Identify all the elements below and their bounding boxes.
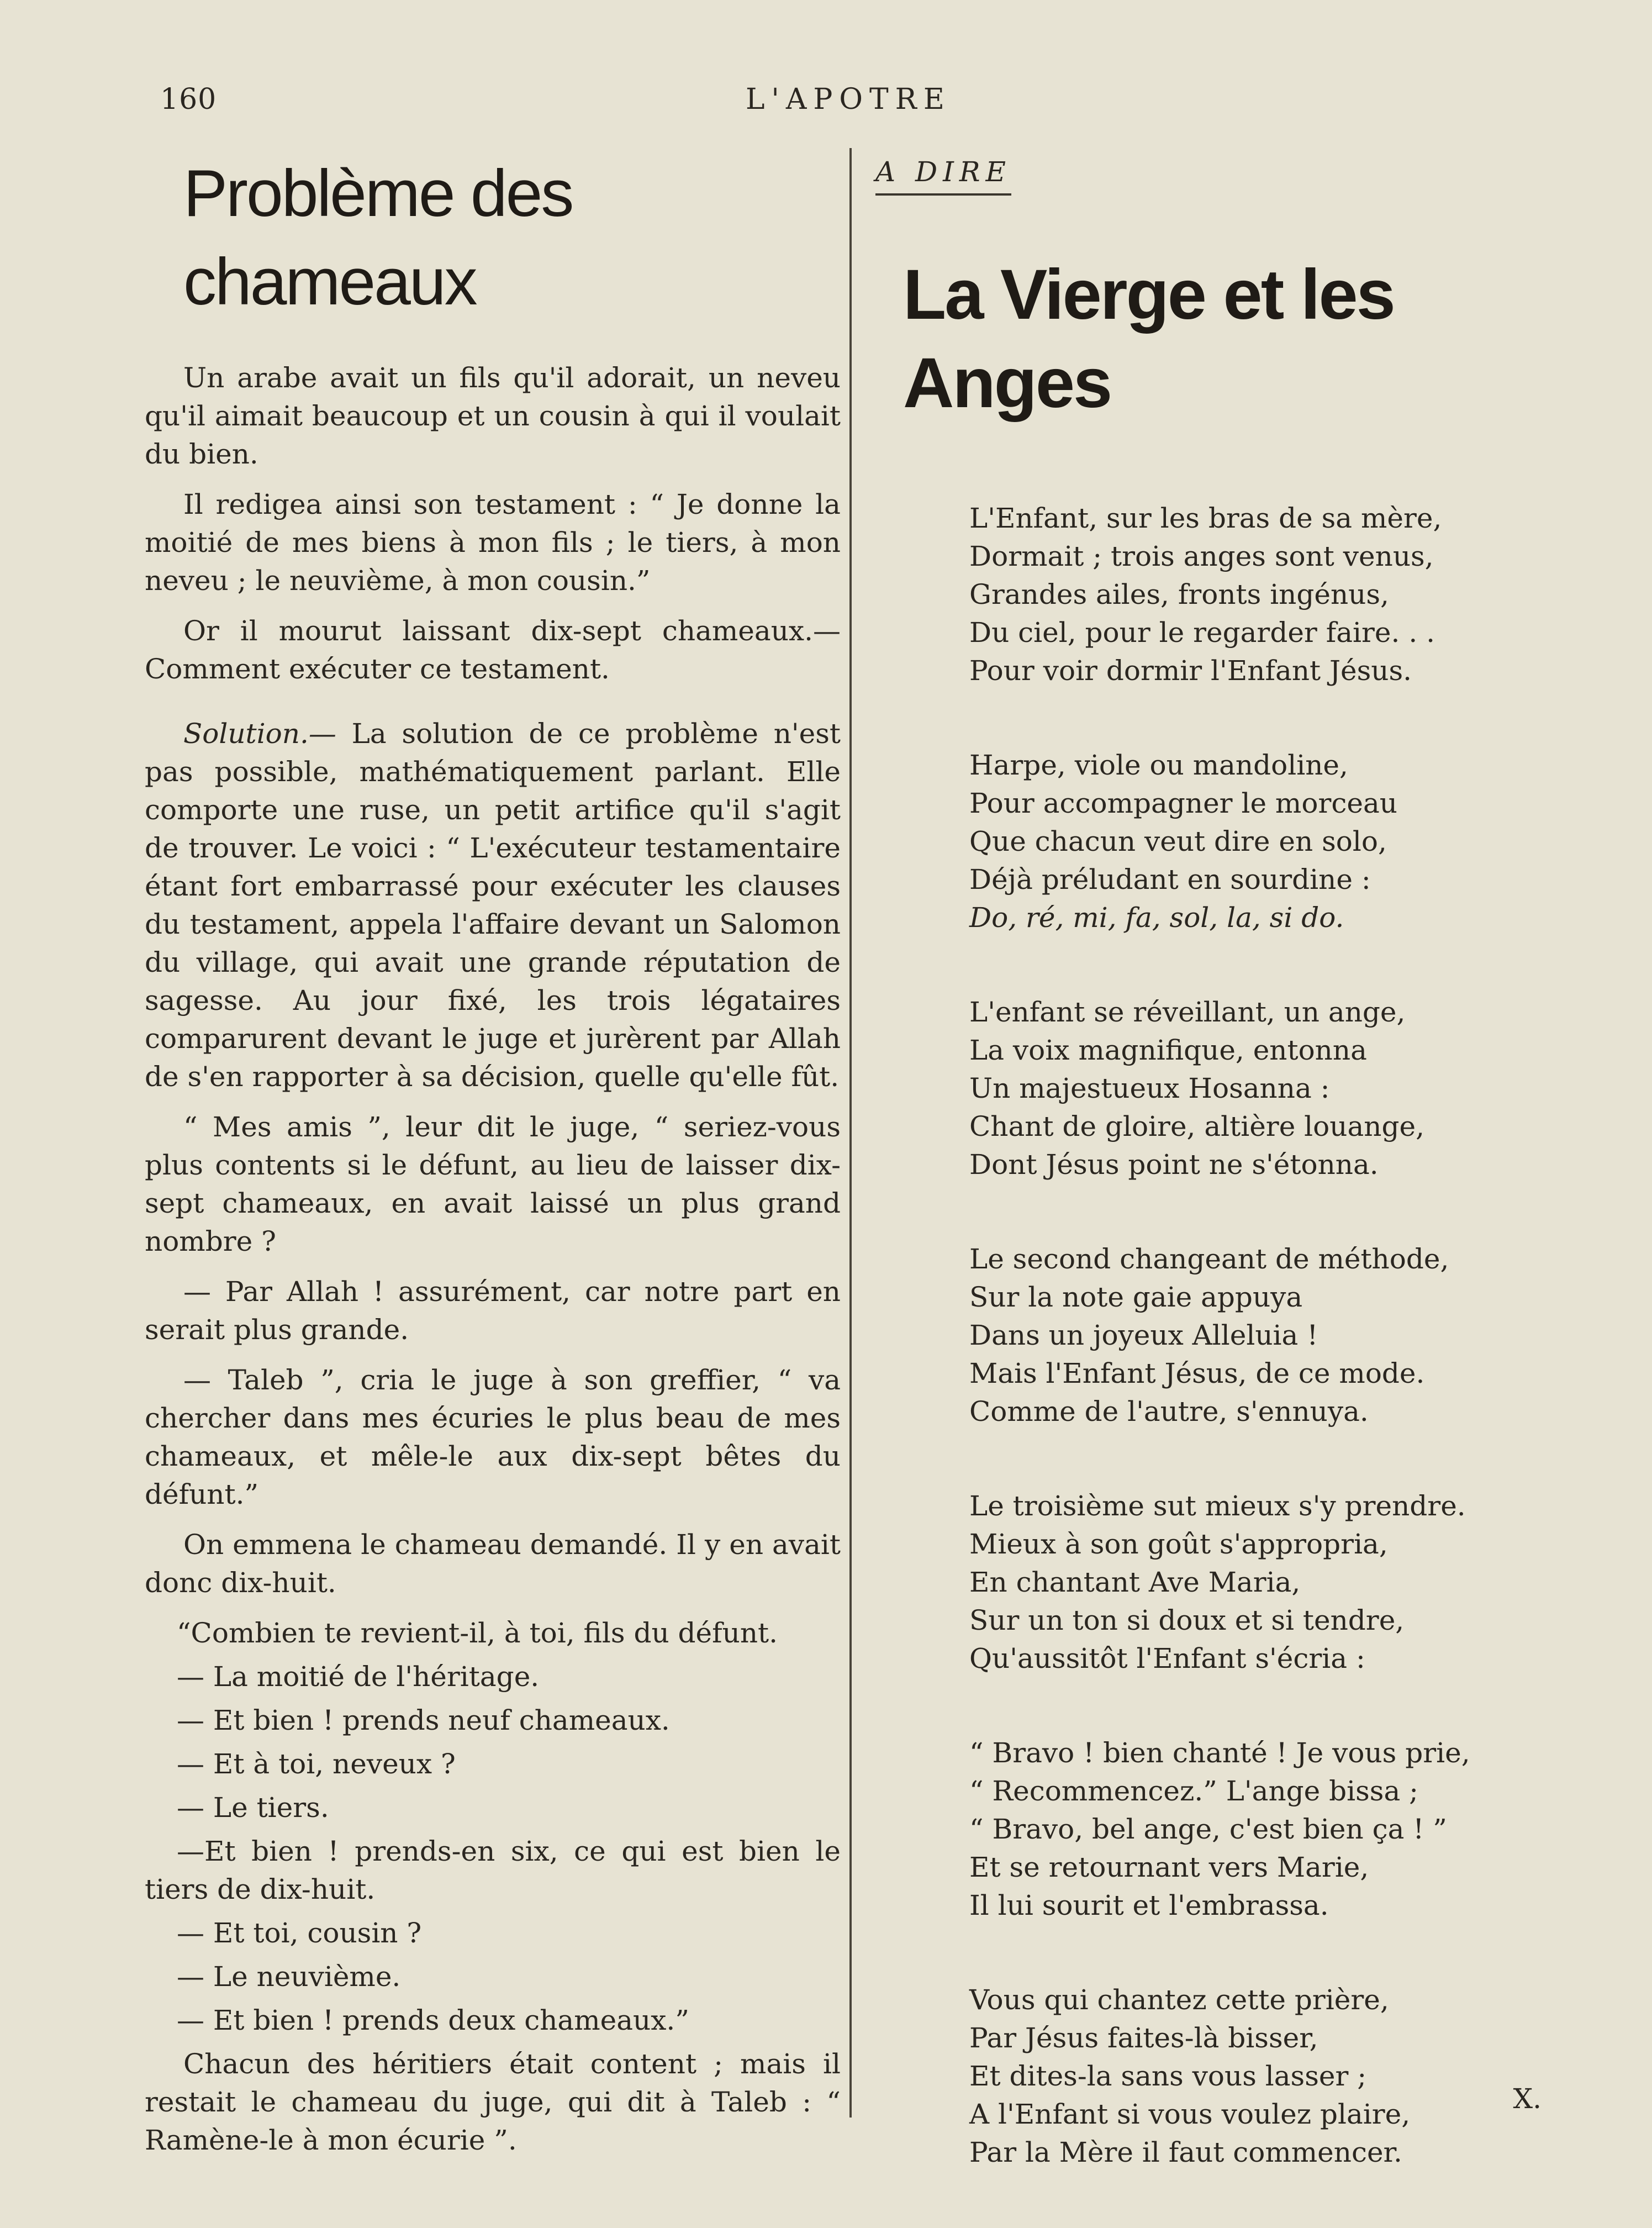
story-paragraph: “ Mes amis ”, leur dit le juge, “ seriez-vous plus contents si le défunt, au lieu de laisser dix-sept chameaux, en avait laissé un plus grand nombre ? xyxy=(145,1111,841,1257)
poem-line: Mais l'Enfant Jésus, de ce mode. xyxy=(969,1357,1425,1389)
stanza xyxy=(969,1734,1555,1925)
poem-line: Dans un joyeux Alleluia ! xyxy=(969,1319,1318,1351)
poem-line: “ Bravo ! bien chanté ! Je vous prie, xyxy=(969,1737,1470,1769)
poem-line: Comme de l'autre, s'ennuya. xyxy=(969,1395,1369,1428)
intro-paragraph: Il redigea ainsi son testament : “ Je donne la moitié de mes biens à mon fils ; le tiers, à mon neveu ; le neuvième, à mon cousin.” xyxy=(145,488,841,597)
poem-line: Sur la note gaie appuya xyxy=(969,1281,1303,1313)
poem-line: Que chacun veut dire en solo, xyxy=(969,825,1387,857)
poem-line: Par la Mère il faut commencer. xyxy=(969,2136,1402,2168)
poem-line: Pour accompagner le morceau xyxy=(969,787,1397,819)
story-paragraph: — Par Allah ! assurément, car notre part en serait plus grande. xyxy=(145,1276,841,1346)
poem-line: Mieux à son goût s'appropria, xyxy=(969,1528,1388,1560)
stanza xyxy=(969,1981,1555,2172)
stanza xyxy=(969,1240,1555,1431)
dialogue-line: — Et bien ! prends deux chameaux.” xyxy=(177,2004,689,2036)
poem-line: Qu'aussitôt l'Enfant s'écria : xyxy=(969,1642,1365,1674)
poem-line: “ Recommencez.” L'ange bissa ; xyxy=(969,1775,1419,1807)
dialogue-line: “Combien te revient-il, à toi, fils du défunt. xyxy=(177,1617,778,1649)
dialogue-line: — Et toi, cousin ? xyxy=(177,1917,422,1949)
poem-line: En chantant Ave Maria, xyxy=(969,1566,1301,1598)
closing-paragraph: Chacun des héritiers était content ; mais il restait le chameau du juge, qui dit à Taleb : “ Ramène-le à mon écurie ”. xyxy=(145,2048,841,2156)
poem-title: La Vierge et les Anges xyxy=(903,255,1394,423)
poem-line: Harpe, viole ou mandoline, xyxy=(969,749,1348,781)
page-header xyxy=(160,77,1508,122)
poem-line: “ Bravo, bel ange, c'est bien ça ! ” xyxy=(969,1813,1447,1845)
stanza xyxy=(969,746,1555,937)
poem xyxy=(969,499,1555,2172)
dialogue-line: — La moitié de l'héritage. xyxy=(177,1661,540,1693)
poem-line: Dont Jésus point ne s'étonna. xyxy=(969,1149,1379,1181)
poem-line: Et se retournant vers Marie, xyxy=(969,1851,1369,1883)
poem-line: L'enfant se réveillant, un ange, xyxy=(969,996,1406,1028)
poem-line: Le second changeant de méthode, xyxy=(969,1243,1449,1275)
dialogue-line: — Et à toi, neveux ? xyxy=(177,1748,456,1780)
poem-line: L'Enfant, sur les bras de sa mère, xyxy=(969,502,1442,534)
poem-line: Do, ré, mi, fa, sol, la, si do. xyxy=(969,902,1344,934)
author-signature: X. xyxy=(1513,2083,1542,2115)
poem-line: Grandes ailes, fronts ingénus, xyxy=(969,578,1389,610)
poem-line: Un majestueux Hosanna : xyxy=(969,1072,1330,1104)
poem-line: Et dites-la sans vous lasser ; xyxy=(969,2060,1367,2092)
dialogue-line: —Et bien ! prends-en six, ce qui est bien le tiers de dix-huit. xyxy=(145,1835,841,1905)
section-label: A DIRE xyxy=(875,156,1011,196)
solution-label: Solution.— xyxy=(183,718,336,750)
poem-line: Il lui sourit et l'embrassa. xyxy=(969,1889,1329,1921)
poem-line: Le troisième sut mieux s'y prendre. xyxy=(969,1490,1466,1522)
left-column xyxy=(145,149,841,2172)
poem-line: Vous qui chantez cette prière, xyxy=(969,1984,1389,2016)
right-column xyxy=(875,149,1555,2228)
page-number: 160 xyxy=(160,83,217,116)
poem-line: A l'Enfant si vous voulez plaire, xyxy=(969,2098,1411,2130)
poem-line: Du ciel, pour le regarder faire. . . xyxy=(969,617,1435,649)
poem-line: Chant de gloire, altière louange, xyxy=(969,1110,1424,1142)
stanza xyxy=(969,1487,1555,1678)
story-paragraph: On emmena le chameau demandé. Il y en avait donc dix-huit. xyxy=(145,1529,841,1599)
poem-line: Sur un ton si doux et si tendre, xyxy=(969,1604,1405,1636)
dialogue-line: — Le neuvième. xyxy=(177,1961,401,1993)
poem-line: Pour voir dormir l'Enfant Jésus. xyxy=(969,655,1412,687)
solution-paragraph xyxy=(145,715,841,1096)
stanza xyxy=(969,993,1555,1184)
running-title: L'APOTRE xyxy=(746,83,951,116)
stanza xyxy=(969,499,1555,690)
dialogue-line: — Le tiers. xyxy=(177,1792,329,1824)
story-paragraph: — Taleb ”, cria le juge à son greffier, “ va chercher dans mes écuries le plus beau de mes chameaux, et mêle-le aux dix-sept bêtes du défunt.” xyxy=(145,1364,841,1510)
poem-line: La voix magnifique, entonna xyxy=(969,1034,1367,1066)
poem-line: Dormait ; trois anges sont venus, xyxy=(969,540,1434,572)
poem-line: Déjà préludant en sourdine : xyxy=(969,863,1371,896)
intro-paragraph: Un arabe avait un fils qu'il adorait, un neveu qu'il aimait beaucoup et un cousin à qui il voulait du bien. xyxy=(145,362,841,470)
solution-text: La solution de ce problème n'est pas possible, mathématiquement parlant. Elle comporte une ruse, un petit artifice qu'il s'agit de trouver. Le voici : “ L'exécuteur testamentaire étant fort embarrassé pour exécuter les clauses du testament, appela l'affaire devant un Salomon du village, qui avait une grande réputation de sagesse. Au jour fixé, les trois légataires comparurent devant le juge et jurèrent par Allah de s'en rapporter à sa décision, quelle qu'elle fût. xyxy=(145,718,841,1093)
dialogue-line: — Et bien ! prends neuf chameaux. xyxy=(177,1704,670,1736)
column-divider xyxy=(849,148,852,2118)
poem-line: Par Jésus faites-là bisser, xyxy=(969,2022,1318,2054)
intro-paragraph: Or il mourut laissant dix-sept chameaux.— Comment exécuter ce testament. xyxy=(145,615,841,685)
article-title-chameaux: Problème des chameaux xyxy=(183,156,573,319)
